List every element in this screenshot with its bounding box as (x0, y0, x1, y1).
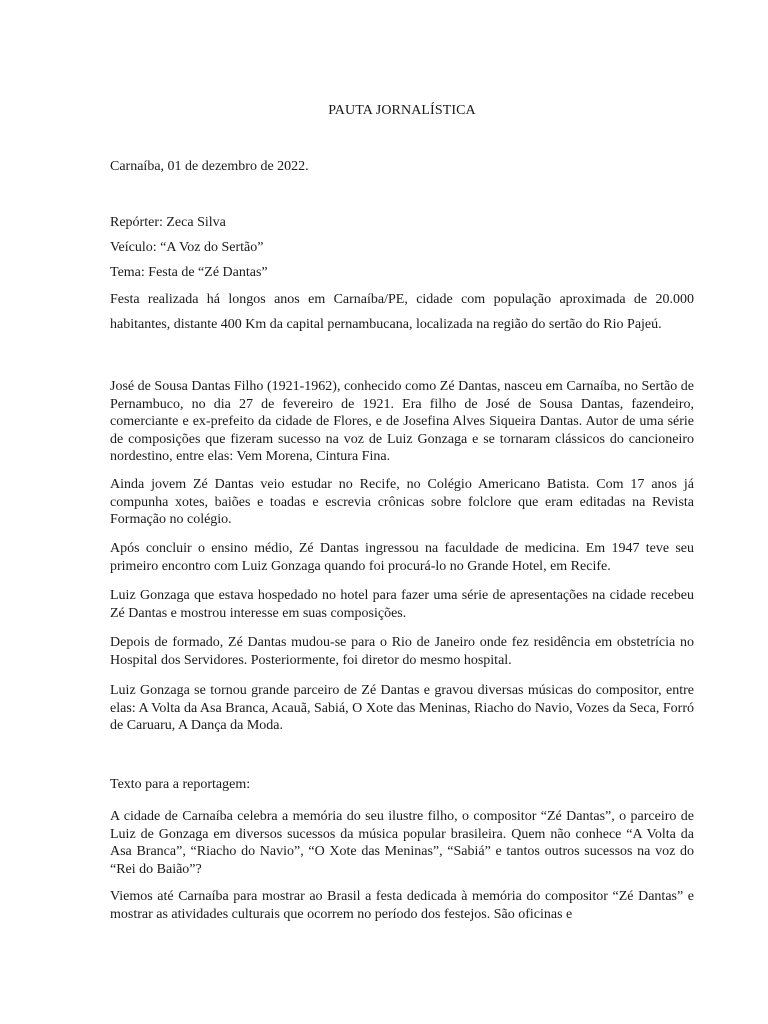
bio-paragraph-1: José de Sousa Dantas Filho (1921-1962), conhecido como Zé Dantas, nasceu em Carnaíba, no Sertão de Pernambuco, no dia 27 de fevereiro de 1921. Era filho de José de Sousa Dantas, fazendeiro, comerciante e ex-prefeito da cidade de Flores, e de Josefina Alves Siqueira Dantas. Autor de uma série de composições que fizeram sucesso na voz de Luiz Gonzaga e se tornaram clássicos do cancioneiro nordestino, entre elas: Vem Morena, Cintura Fina. (110, 379, 694, 464)
date-line: Carnaíba, 01 de dezembro de 2022. (110, 159, 309, 174)
vehicle-line: Veículo: “A Voz do Sertão” (110, 240, 264, 255)
bio-paragraph-4: Luiz Gonzaga que estava hospedado no hotel para fazer uma série de apresentações na cidade recebeu Zé Dantas e mostrou interesse em suas composições. (110, 588, 694, 621)
report-heading: Texto para a reportagem: (110, 777, 251, 792)
bio-paragraph-5: Depois de formado, Zé Dantas mudou-se para o Rio de Janeiro onde fez residência em obstetrícia no Hospital dos Servidores. Posteriormente, foi diretor do mesmo hospital. (110, 635, 694, 668)
bio-paragraph-2: Ainda jovem Zé Dantas veio estudar no Recife, no Colégio Americano Batista. Com 17 anos já compunha xotes, baiões e toadas e escrevia crônicas sobre folclore que eram editadas na Revista Formação no colégio. (110, 477, 694, 527)
bio-paragraph-6: Luiz Gonzaga se tornou grande parceiro de Zé Dantas e gravou diversas músicas do compositor, entre elas: A Volta da Asa Branca, Acauã, Sabiá, O Xote das Meninas, Riacho do Navio, Vozes da Seca, Forró de Caruaru, A Dança da Moda. (110, 683, 694, 733)
intro-paragraph: Festa realizada há longos anos em Carnaíba/PE, cidade com população aproximada de 20.000 habitantes, distante 400 Km da capital pernambucana, localizada na região do sertão do Rio Pajeú. (110, 292, 694, 332)
report-paragraph-2: Viemos até Carnaíba para mostrar ao Brasil a festa dedicada à memória do compositor “Zé Dantas” e mostrar as atividades culturais que ocorrem no período dos festejos. São oficinas e (110, 889, 694, 922)
theme-line: Tema: Festa de “Zé Dantas” (110, 265, 268, 280)
document-title: PAUTA JORNALÍSTICA (328, 103, 476, 118)
report-paragraph-1: A cidade de Carnaíba celebra a memória do seu ilustre filho, o compositor “Zé Dantas”, o parceiro de Luiz de Gonzaga em diversos sucessos da música popular brasileira. Quem não conhece “A Volta da Asa Branca”, “Riacho do Navio”, “O Xote das Meninas”, “Sabiá” e tantos outros sucessos na voz do “Rei do Baião”? (110, 809, 694, 877)
bio-paragraph-3: Após concluir o ensino médio, Zé Dantas ingressou na faculdade de medicina. Em 1947 teve seu primeiro encontro com Luiz Gonzaga quando foi procurá-lo no Grande Hotel, em Recife. (110, 541, 694, 574)
reporter-line: Repórter: Zeca Silva (110, 215, 226, 230)
